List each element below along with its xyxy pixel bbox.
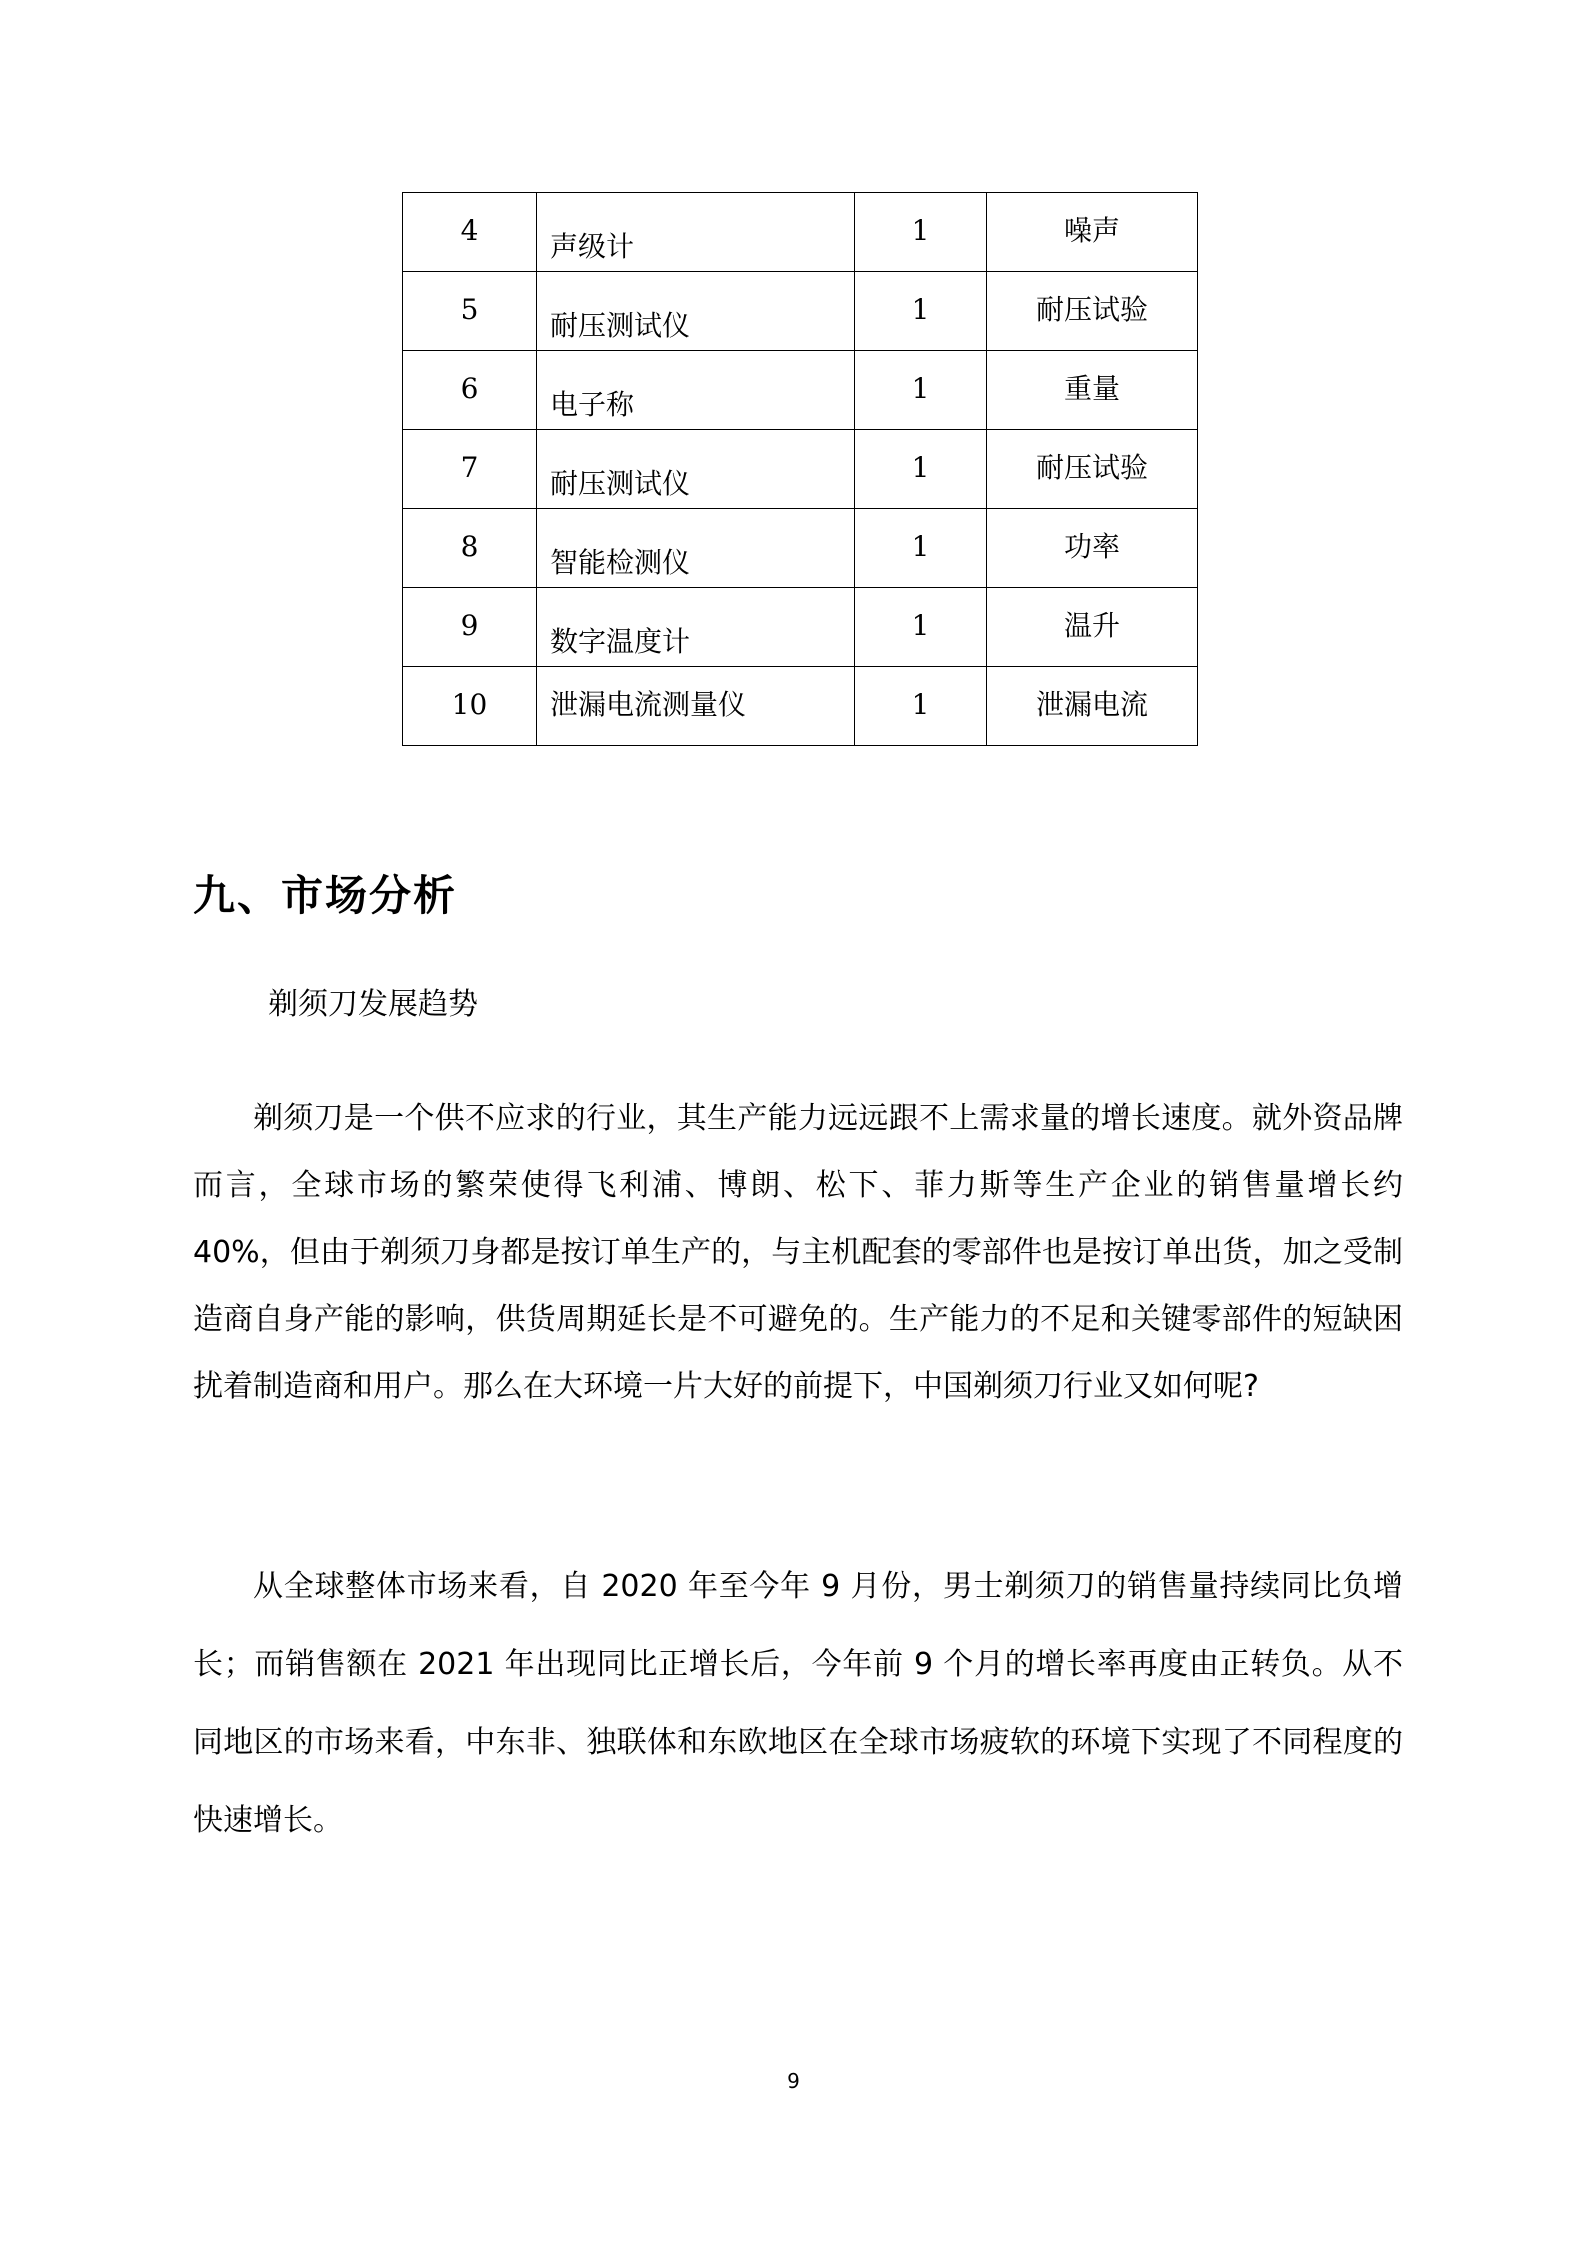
row-number: 5: [460, 293, 479, 326]
equipment-name-cell: [537, 588, 855, 667]
row-number: 4: [460, 214, 479, 247]
quantity: 1: [911, 688, 930, 721]
page-number: 9: [787, 2069, 800, 2093]
quantity: 1: [911, 451, 930, 484]
row-number-cell: [403, 193, 537, 272]
equipment-name: 声级计: [550, 230, 635, 263]
quantity: 1: [911, 372, 930, 405]
row-number-cell: [403, 351, 537, 430]
purpose: 功率: [1063, 530, 1120, 563]
purpose-cell: [987, 588, 1198, 667]
equipment-name: 智能检测仪: [550, 546, 691, 579]
body-paragraph: 从全球整体市场来看，自 2020 年至今年 9 月份，男士剃须刀的销售量持续同比负增长；而销售额在 2021 年出现同比正增长后，今年前 9 个月的增长率再度由正转负。从不同地区的市场来看，中东非、独联体和东欧地区在全球市场疲软的环境下实现了不同程度的快速增长。: [193, 1569, 1403, 1838]
equipment-name: 耐压测试仪: [550, 309, 691, 342]
quantity: 1: [911, 530, 930, 563]
row-number: 9: [460, 609, 479, 642]
equipment-name: 数字温度计: [550, 625, 691, 658]
row-number: 8: [460, 530, 479, 563]
row-number: 7: [460, 451, 479, 484]
table-row: [403, 667, 1198, 746]
purpose-cell: [987, 430, 1198, 509]
purpose-cell: [987, 272, 1198, 351]
section-subheading: 剃须刀发展趋势: [268, 987, 478, 1022]
quantity: 1: [911, 293, 930, 326]
equipment-name: 电子称: [550, 388, 635, 421]
purpose-cell: [987, 351, 1198, 430]
quantity-cell: [855, 588, 987, 667]
row-number: 6: [460, 372, 479, 405]
row-number-cell: [403, 667, 537, 746]
equipment-name: 泄漏电流测量仪: [550, 688, 747, 721]
table-row: [403, 272, 1198, 351]
row-number-cell: [403, 588, 537, 667]
equipment-name-cell: [537, 351, 855, 430]
purpose: 泄漏电流: [1035, 688, 1148, 721]
table-row: [403, 430, 1198, 509]
quantity-cell: [855, 667, 987, 746]
row-number: 10: [451, 688, 488, 721]
quantity: 1: [911, 609, 930, 642]
purpose-cell: [987, 509, 1198, 588]
equipment-name-cell: [537, 193, 855, 272]
equipment-name-cell: [537, 667, 855, 746]
purpose: 耐压试验: [1035, 293, 1148, 326]
table-row: [403, 588, 1198, 667]
quantity-cell: [855, 430, 987, 509]
quantity-cell: [855, 509, 987, 588]
purpose-cell: [987, 667, 1198, 746]
row-number-cell: [403, 509, 537, 588]
purpose-cell: [987, 193, 1198, 272]
equipment-name: 耐压测试仪: [550, 467, 691, 500]
purpose: 重量: [1063, 372, 1120, 405]
equipment-name-cell: [537, 272, 855, 351]
section-heading: 九、市场分析: [193, 871, 458, 920]
purpose: 温升: [1063, 609, 1120, 642]
quantity-cell: [855, 193, 987, 272]
quantity-cell: [855, 351, 987, 430]
body-paragraph: 剃须刀是一个供不应求的行业，其生产能力远远跟不上需求量的增长速度。就外资品牌而言，全球市场的繁荣使得飞利浦、博朗、松下、菲力斯等生产企业的销售量增长约 40%，但由于剃须刀身都是按订单生产的，与主机配套的零部件也是按订单出货，加之受制造商自身产能的影响，供货周期延长是不可避免的。生产能力的不足和关键零部件的短缺困扰着制造商和用户。那么在大环境一片大好的前提下，中国剃须刀行业又如何呢?: [193, 1101, 1403, 1404]
table-row: [403, 509, 1198, 588]
row-number-cell: [403, 272, 537, 351]
equipment-name-cell: [537, 509, 855, 588]
quantity-cell: [855, 272, 987, 351]
equipment-name-cell: [537, 430, 855, 509]
table-row: [403, 193, 1198, 272]
purpose: 噪声: [1063, 214, 1120, 247]
purpose: 耐压试验: [1035, 451, 1148, 484]
quantity: 1: [911, 214, 930, 247]
row-number-cell: [403, 430, 537, 509]
table-row: [403, 351, 1198, 430]
equipment-table: [402, 192, 1198, 746]
